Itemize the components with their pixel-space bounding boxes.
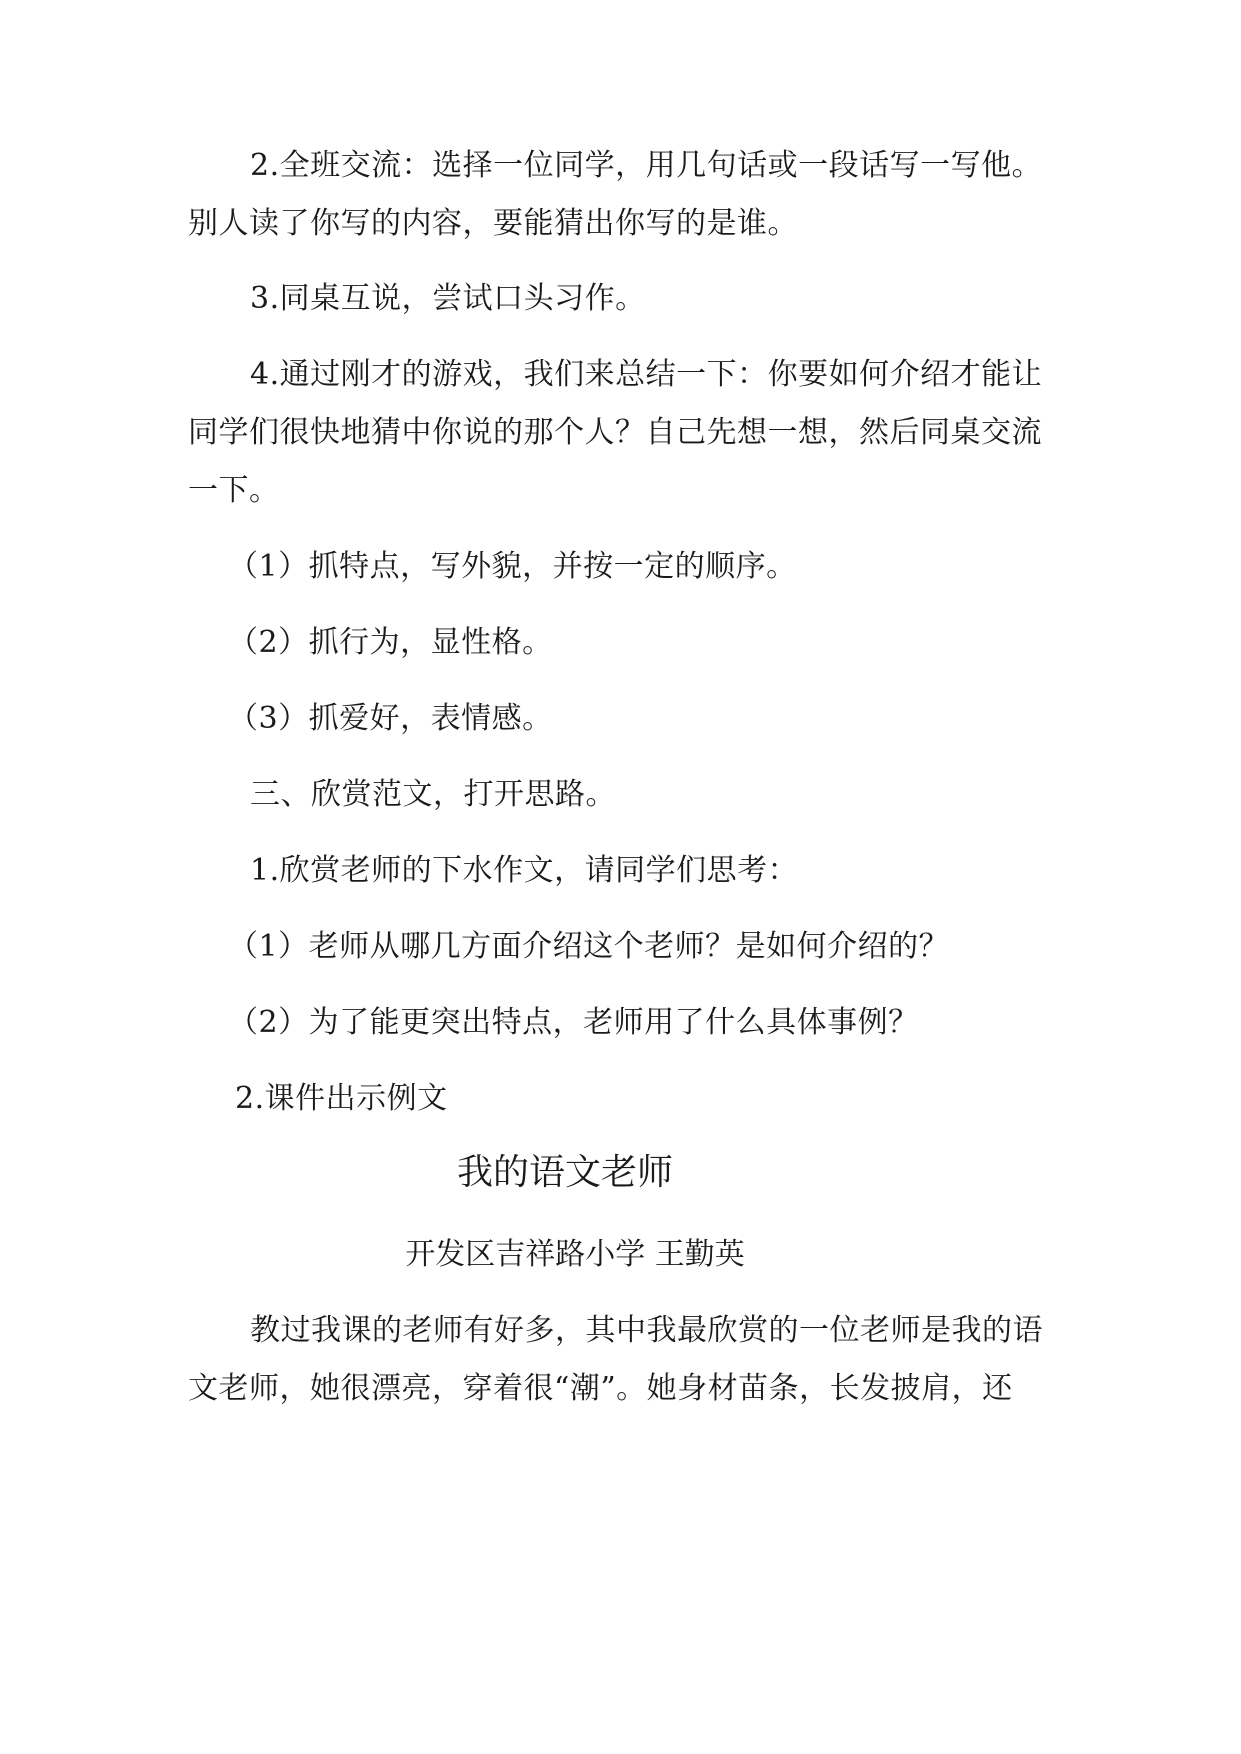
paragraph-line: 2.全班交流：选择一位同学，用几句话或一段话写一写他。 [250, 148, 1043, 183]
paragraph-line: 一下。 [188, 473, 280, 508]
paragraph-line: 同学们很快地猜中你说的那个人？自己先想一想，然后同桌交流 [188, 415, 1042, 450]
list-item: （2）抓行为，显性格。 [228, 625, 553, 660]
essay-line: 教过我课的老师有好多，其中我最欣赏的一位老师是我的语 [250, 1313, 1043, 1348]
paragraph-line: 4.通过刚才的游戏，我们来总结一下：你要如何介绍才能让 [250, 357, 1043, 392]
section-heading: 三、欣赏范文，打开思路。 [250, 777, 616, 812]
list-item: （2）为了能更突出特点，老师用了什么具体事例？ [228, 1005, 919, 1040]
paragraph-line: 2.课件出示例文 [235, 1081, 448, 1116]
essay-title: 我的语文老师 [456, 1152, 673, 1193]
list-item: （1）抓特点，写外貌，并按一定的顺序。 [228, 549, 797, 584]
paragraph-line: 3.同桌互说，尝试口头习作。 [250, 281, 646, 316]
list-item: （3）抓爱好，表情感。 [228, 701, 553, 736]
paragraph-line: 1.欣赏老师的下水作文，请同学们思考： [250, 853, 799, 888]
essay-author: 开发区吉祥路小学 王勤英 [405, 1237, 745, 1272]
essay-line: 文老师，她很漂亮，穿着很“潮”。她身材苗条，长发披肩，还 [188, 1371, 1013, 1406]
list-item: （1）老师从哪几方面介绍这个老师？是如何介绍的？ [228, 929, 950, 964]
paragraph-line: 别人读了你写的内容，要能猜出你写的是谁。 [188, 206, 798, 241]
